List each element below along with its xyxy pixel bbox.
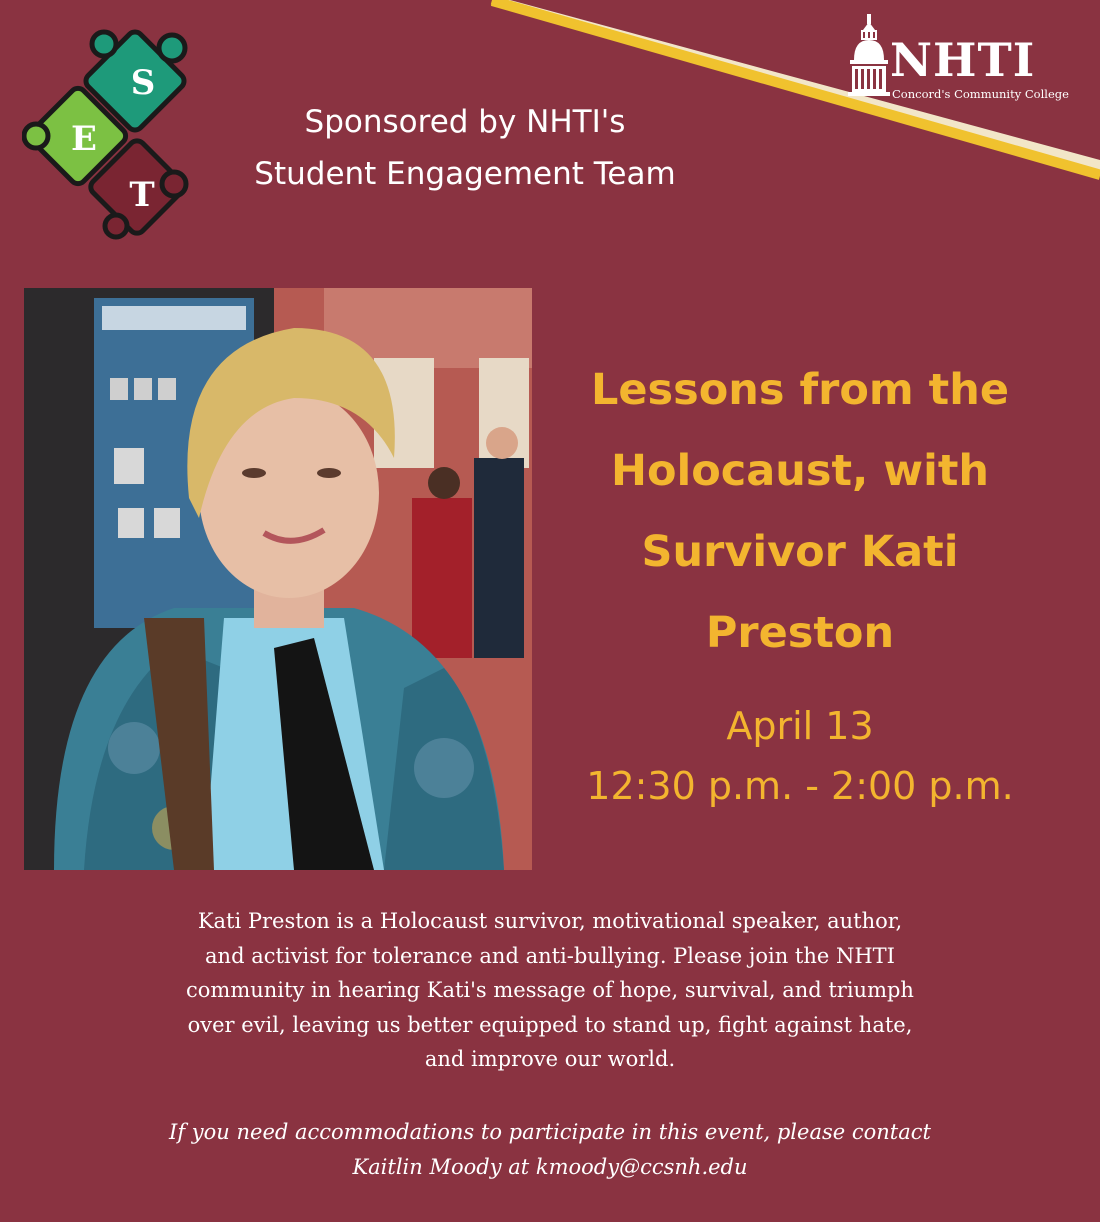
description-line: Kati Preston is a Holocaust survivor, motivational speaker, author, xyxy=(197,909,903,933)
event-title-line-2: Holocaust, with xyxy=(610,446,989,496)
event-time: 12:30 p.m. - 2:00 p.m. xyxy=(586,764,1014,808)
logo-letter-e: E xyxy=(71,119,97,159)
nhti-logo xyxy=(842,14,1092,106)
contact-line-2: Kaitlin Moody at kmoody@ccsnh.edu xyxy=(352,1155,748,1179)
speaker-photo xyxy=(24,288,532,870)
capitol-dome-icon xyxy=(846,14,892,106)
contact-line-1: If you need accommodations to participate in this event, please contact xyxy=(169,1120,931,1144)
nhti-wordmark: NHTI xyxy=(890,33,1036,87)
description-line: community in hearing Kati's message of hope, survival, and triumph xyxy=(186,978,914,1002)
event-date: April 13 xyxy=(726,704,874,748)
event-title-line-3: Survivor Kati xyxy=(641,527,959,577)
logo-letter-t: T xyxy=(129,175,155,215)
event-description xyxy=(110,904,990,1077)
event-title xyxy=(560,350,1040,674)
logo-letter-s: S xyxy=(130,63,156,103)
nhti-tagline: Concord's Community College xyxy=(892,87,1069,101)
sponsor-line-1: Sponsored by NHTI's xyxy=(304,104,626,140)
sponsor-line-2: Student Engagement Team xyxy=(254,156,676,192)
accommodations-contact xyxy=(100,1115,1000,1185)
event-title-line-4: Preston xyxy=(705,608,895,658)
description-line: and improve our world. xyxy=(424,1047,676,1071)
speaker-portrait-illustration xyxy=(24,288,532,870)
set-puzzle-logo xyxy=(22,22,194,240)
event-datetime xyxy=(560,696,1040,816)
sponsor-text xyxy=(230,96,700,200)
description-line: over evil, leaving us better equipped to stand up, fight against hate, xyxy=(187,1012,913,1037)
event-title-line-1: Lessons from the xyxy=(590,365,1010,415)
description-line: and activist for tolerance and anti-bullying. Please join the NHTI xyxy=(205,943,895,968)
